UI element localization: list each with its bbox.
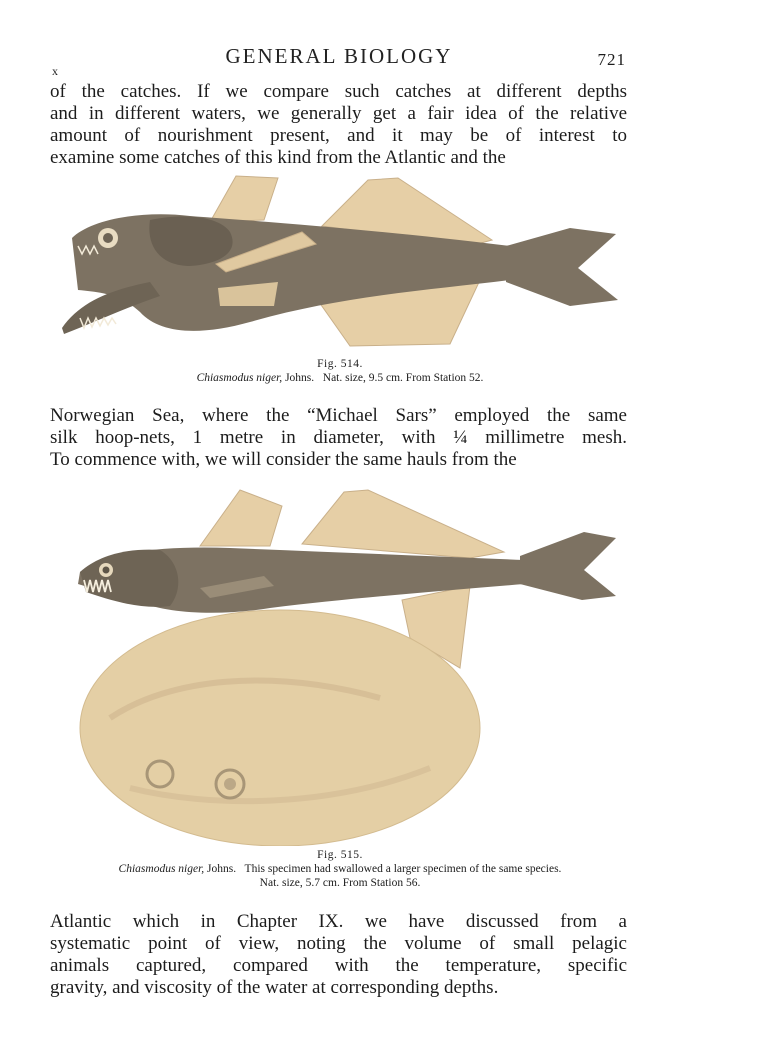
species-author: Johns. <box>207 863 237 875</box>
figure-number: Fig. 514. <box>317 358 363 370</box>
text-line: examine some catches of this kind from the Atlantic and the <box>50 147 506 168</box>
species-author: Johns. <box>285 372 315 384</box>
paragraph-2 <box>50 405 627 471</box>
signature-mark: x <box>52 64 58 78</box>
page-number: 721 <box>597 50 626 69</box>
running-head: GENERAL BIOLOGY <box>225 44 453 68</box>
fish-with-swallowed-prey-drawing <box>50 488 630 846</box>
species-name: Chiasmodus niger, <box>118 863 205 875</box>
text-line: amount of nourishment present, and it may be of interest to <box>50 125 627 146</box>
text-line: Atlantic which in Chapter IX. we have discussed from a <box>50 911 627 932</box>
figure-514-caption <box>50 357 630 385</box>
text-line: and in different waters, we generally get a fair idea of the relative <box>50 103 627 124</box>
paragraph-3 <box>50 911 627 999</box>
text-line: gravity, and viscosity of the water at corresponding depths. <box>50 977 499 998</box>
species-name: Chiasmodus niger, <box>196 372 283 384</box>
text-line: Norwegian Sea, where the “Michael Sars” employed the same <box>50 405 627 426</box>
figure-515-caption <box>50 848 630 890</box>
text-line: systematic point of view, noting the volume of small pelagic <box>50 933 627 954</box>
figure-514-illustration <box>50 172 630 352</box>
figure-description: This specimen had swallowed a larger specimen of the same species. <box>244 863 562 875</box>
figure-number: Fig. 515. <box>317 849 363 861</box>
fish-drawing <box>50 172 630 352</box>
figure-details: Nat. size, 9.5 cm. From Station 52. <box>322 372 484 384</box>
text-line: To commence with, we will consider the same hauls from the <box>50 449 517 470</box>
figure-515-illustration <box>50 488 630 846</box>
paragraph-1 <box>50 81 627 169</box>
page-header <box>52 44 626 76</box>
text-line: of the catches. If we compare such catches at different depths <box>50 81 627 102</box>
figure-details: Nat. size, 5.7 cm. From Station 56. <box>259 877 421 889</box>
text-line: silk hoop-nets, 1 metre in diameter, with ¼ millimetre mesh. <box>50 427 627 448</box>
text-line: animals captured, compared with the temperature, specific <box>50 955 627 976</box>
